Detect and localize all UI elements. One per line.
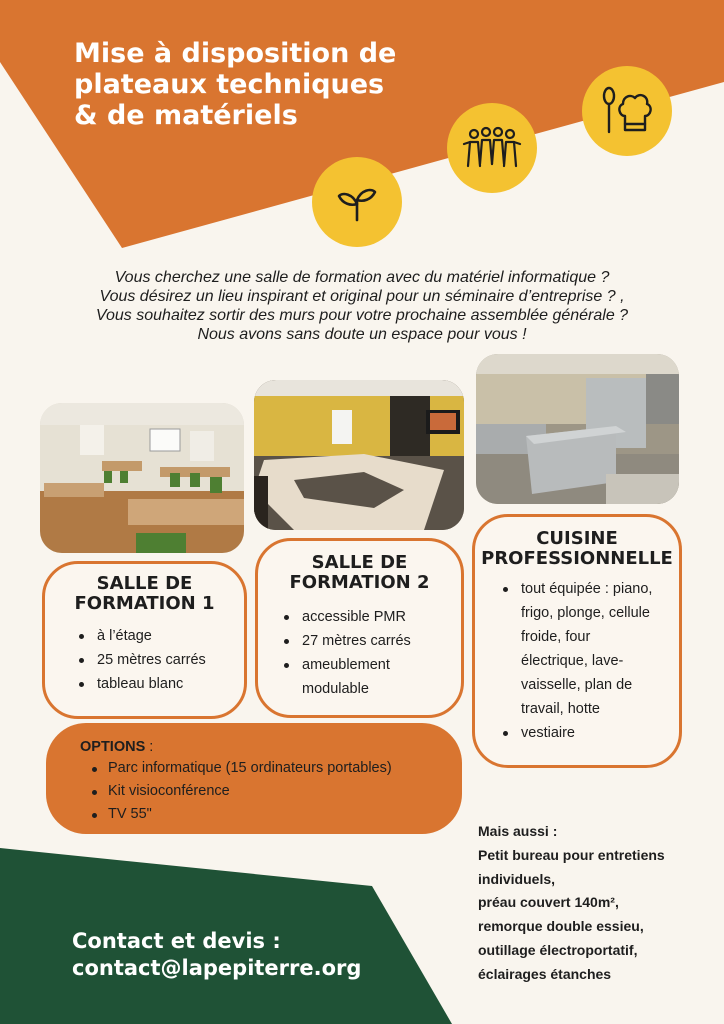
- card-feature-list: [75, 624, 244, 696]
- list-item: TV 55": [86, 803, 462, 826]
- card-title: [258, 553, 461, 593]
- intro-text: [30, 268, 694, 344]
- options-box: [46, 723, 462, 834]
- list-item: Kit visioconférence: [86, 780, 462, 803]
- list-item: à l’étage: [75, 624, 244, 648]
- also-line: remorque double essieu,: [478, 918, 644, 935]
- options-label-suffix: :: [145, 739, 154, 755]
- intro-line-4: Nous avons sans doute un espace pour vous !: [197, 326, 527, 343]
- card-salle-formation-1: [42, 561, 247, 719]
- team-icon: [462, 126, 522, 170]
- list-item: ameublement: [280, 653, 461, 677]
- also-line: outillage électroportatif,: [478, 941, 638, 958]
- list-item-continuation: modulable: [302, 681, 369, 697]
- list-item-continuation: froide, four: [521, 629, 591, 645]
- card-title-line-2: FORMATION 2: [289, 572, 430, 593]
- also-line: préau couvert 140m²,: [478, 894, 619, 911]
- contact-section: [72, 928, 361, 982]
- intro-line-1: Vous cherchez une salle de formation avec du matériel informatique ?: [114, 269, 610, 286]
- photo-salle-formation-1: [40, 403, 244, 553]
- title-line-3: & de matériels: [74, 100, 298, 131]
- list-item-continuation: électrique, lave-: [521, 653, 624, 669]
- intro-line-3: Vous souhaitez sortir des murs pour votre prochaine assemblée générale ?: [95, 307, 629, 324]
- list-item: accessible PMR: [280, 605, 461, 629]
- card-feature-list: [499, 577, 679, 745]
- card-cuisine-professionnelle: [472, 514, 682, 768]
- list-item: vestiaire: [499, 721, 679, 745]
- list-item: tableau blanc: [75, 672, 244, 696]
- card-title-line-1: CUISINE: [536, 528, 618, 549]
- list-item-continuation: frigo, plonge, cellule: [521, 605, 650, 621]
- also-section: [478, 820, 718, 987]
- list-item: Parc informatique (15 ordinateurs portables): [86, 757, 462, 780]
- also-line: individuels,: [478, 870, 556, 887]
- also-line: éclairages étanches: [478, 965, 612, 982]
- card-salle-formation-2: [255, 538, 464, 718]
- team-icon-circle: [447, 103, 537, 193]
- list-item-continuation: vaisselle, plan de: [521, 677, 633, 693]
- card-title-line-2: PROFESSIONNELLE: [481, 548, 673, 569]
- chef-icon: [597, 86, 657, 136]
- page-title: [74, 38, 434, 131]
- list-item: 25 mètres carrés: [75, 648, 244, 672]
- card-title-line-1: SALLE DE: [311, 552, 408, 573]
- list-item: tout équipée : piano,: [499, 577, 679, 601]
- title-line-1: Mise à disposition de: [74, 38, 397, 69]
- also-line: Petit bureau pour entretiens: [478, 846, 665, 863]
- photo-salle-formation-2: [254, 380, 464, 530]
- options-list: [86, 757, 462, 826]
- sprout-icon-circle: [312, 157, 402, 247]
- card-title-line-1: SALLE DE: [96, 573, 193, 594]
- options-label: [80, 737, 462, 757]
- sprout-icon: [335, 180, 379, 224]
- chef-icon-circle: [582, 66, 672, 156]
- card-title: [45, 574, 244, 614]
- title-line-2: plateaux techniques: [74, 69, 385, 100]
- list-item: 27 mètres carrés: [280, 629, 461, 653]
- photo-cuisine: [476, 354, 679, 504]
- contact-email-link[interactable]: contact@lapepiterre.org: [72, 956, 362, 980]
- list-item-continuation: travail, hotte: [521, 701, 600, 717]
- card-title: [475, 529, 679, 569]
- card-feature-list: [280, 605, 461, 701]
- also-line: Mais aussi :: [478, 823, 558, 839]
- options-label-bold: OPTIONS: [80, 739, 146, 755]
- intro-line-2: Vous désirez un lieu inspirant et original pour un séminaire d’entreprise ? ,: [99, 288, 625, 305]
- contact-label: Contact et devis :: [72, 929, 281, 953]
- card-title-line-2: FORMATION 1: [74, 593, 215, 614]
